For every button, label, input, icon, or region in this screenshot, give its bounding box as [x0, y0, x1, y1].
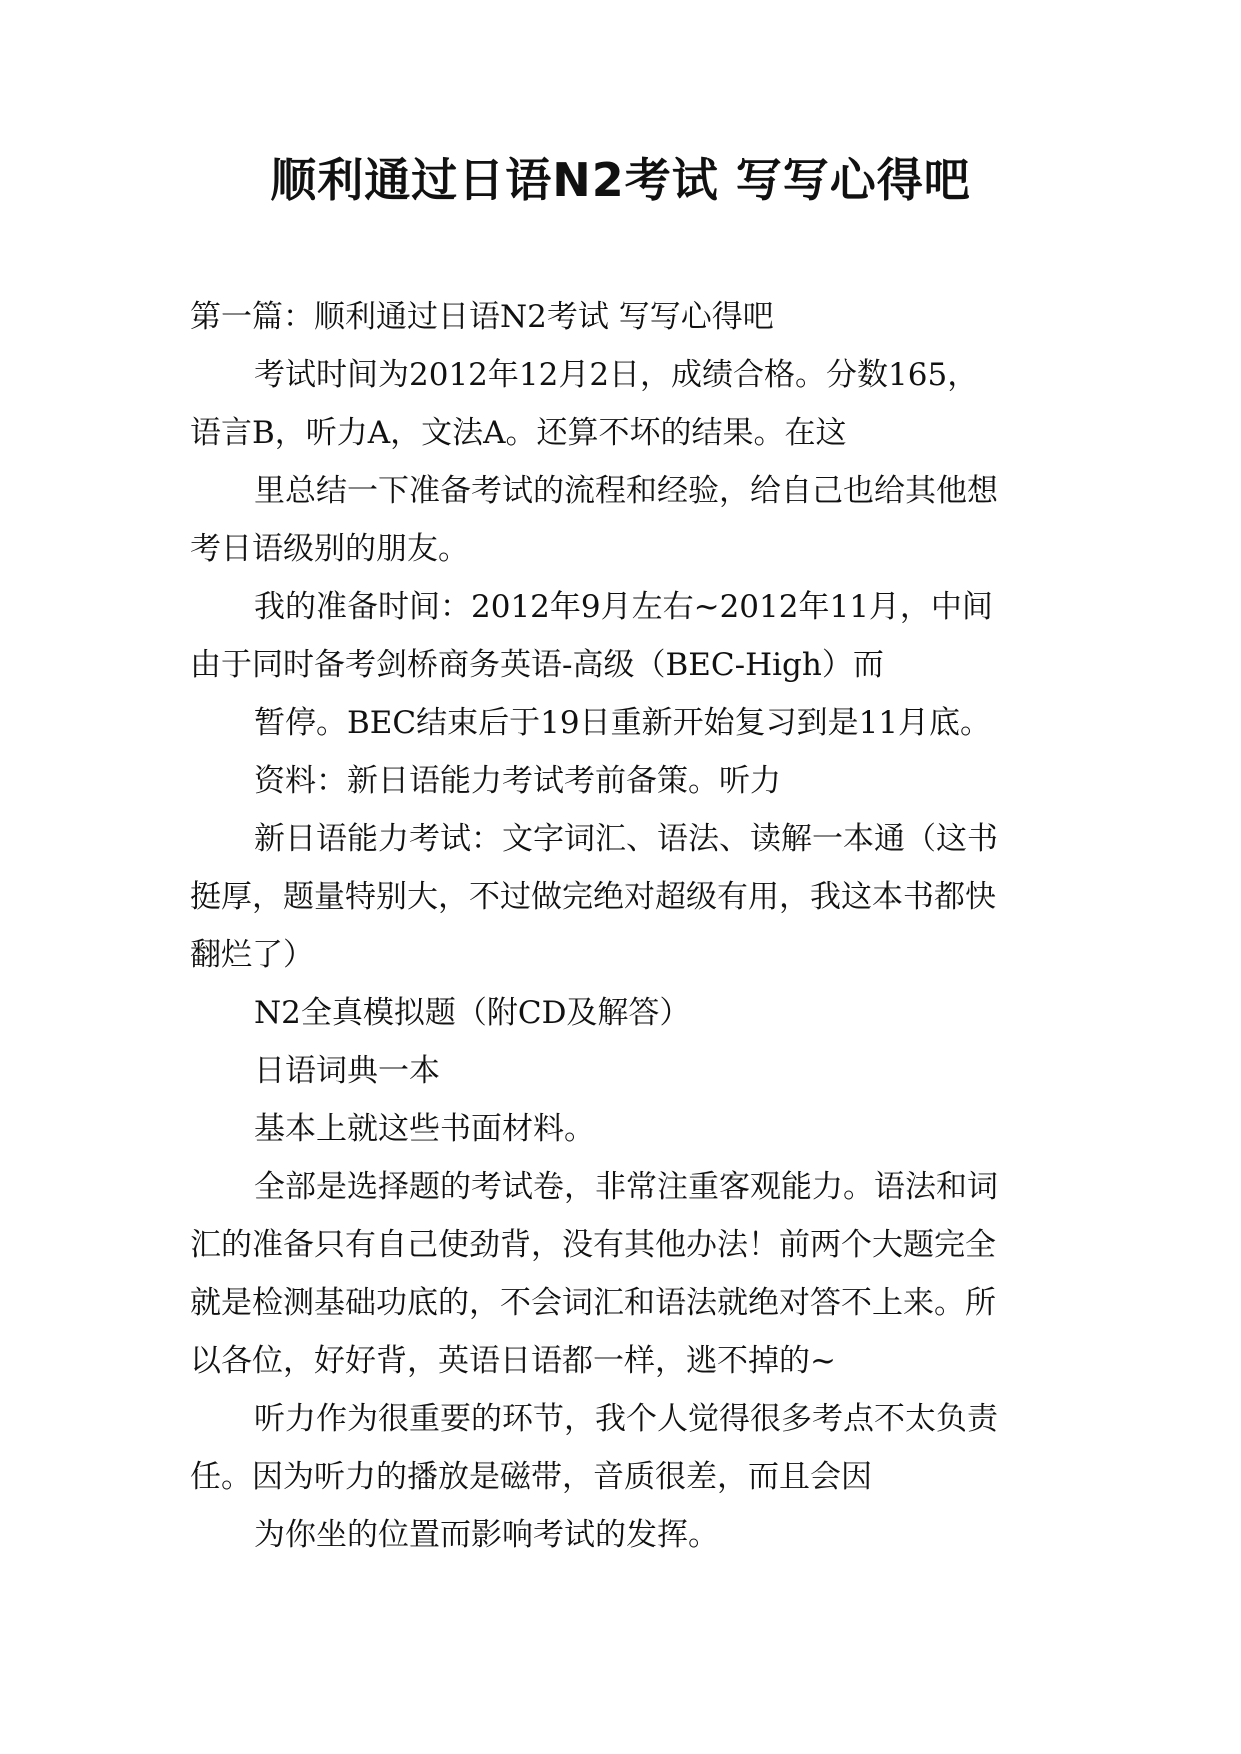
text-line: 基本上就这些书面材料。: [254, 1111, 595, 1147]
text-line: 考试时间为2012年12月2日，成绩合格。分数165，: [254, 357, 979, 393]
text-line: 资料：新日语能力考试考前备策。听力: [254, 763, 781, 799]
text-line: 就是检测基础功底的，不会词汇和语法就绝对答不上来。所: [190, 1285, 996, 1321]
text-line: 第一篇：顺利通过日语N2考试 写写心得吧: [190, 299, 774, 335]
text-line: 任。因为听力的播放是磁带，音质很差，而且会因: [190, 1459, 872, 1495]
text-line: 翻烂了）: [190, 937, 314, 973]
text-line: 日语词典一本: [254, 1053, 440, 1089]
text-line: 语言B，听力A，文法A。还算不坏的结果。在这: [190, 415, 847, 451]
text-line: 新日语能力考试：文字词汇、语法、读解一本通（这书: [254, 821, 998, 857]
text-line: 汇的准备只有自己使劲背，没有其他办法！前两个大题完全: [190, 1227, 996, 1263]
text-line: 全部是选择题的考试卷，非常注重客观能力。语法和词: [254, 1169, 998, 1205]
text-line: 听力作为很重要的环节，我个人觉得很多考点不太负责: [254, 1401, 998, 1437]
text-line: 为你坐的位置而影响考试的发挥。: [254, 1517, 719, 1553]
text-line: 里总结一下准备考试的流程和经验，给自己也给其他想: [254, 473, 998, 509]
text-line: 挺厚，题量特别大，不过做完绝对超级有用，我这本书都快: [190, 879, 996, 915]
document-body: [190, 288, 1050, 1564]
text-line: 考日语级别的朋友。: [190, 531, 469, 567]
text-line: 我的准备时间：2012年9月左右~2012年11月，中间: [254, 589, 993, 625]
text-line: 由于同时备考剑桥商务英语-高级（BEC-High）而: [190, 647, 884, 683]
text-line: N2全真模拟题（附CD及解答）: [254, 995, 691, 1031]
document-title: 顺利通过日语N2考试 写写心得吧: [270, 153, 971, 207]
text-line: 以各位，好好背，英语日语都一样，逃不掉的~: [190, 1343, 836, 1379]
text-line: 暂停。BEC结束后于19日重新开始复习到是11月底。: [254, 705, 992, 741]
